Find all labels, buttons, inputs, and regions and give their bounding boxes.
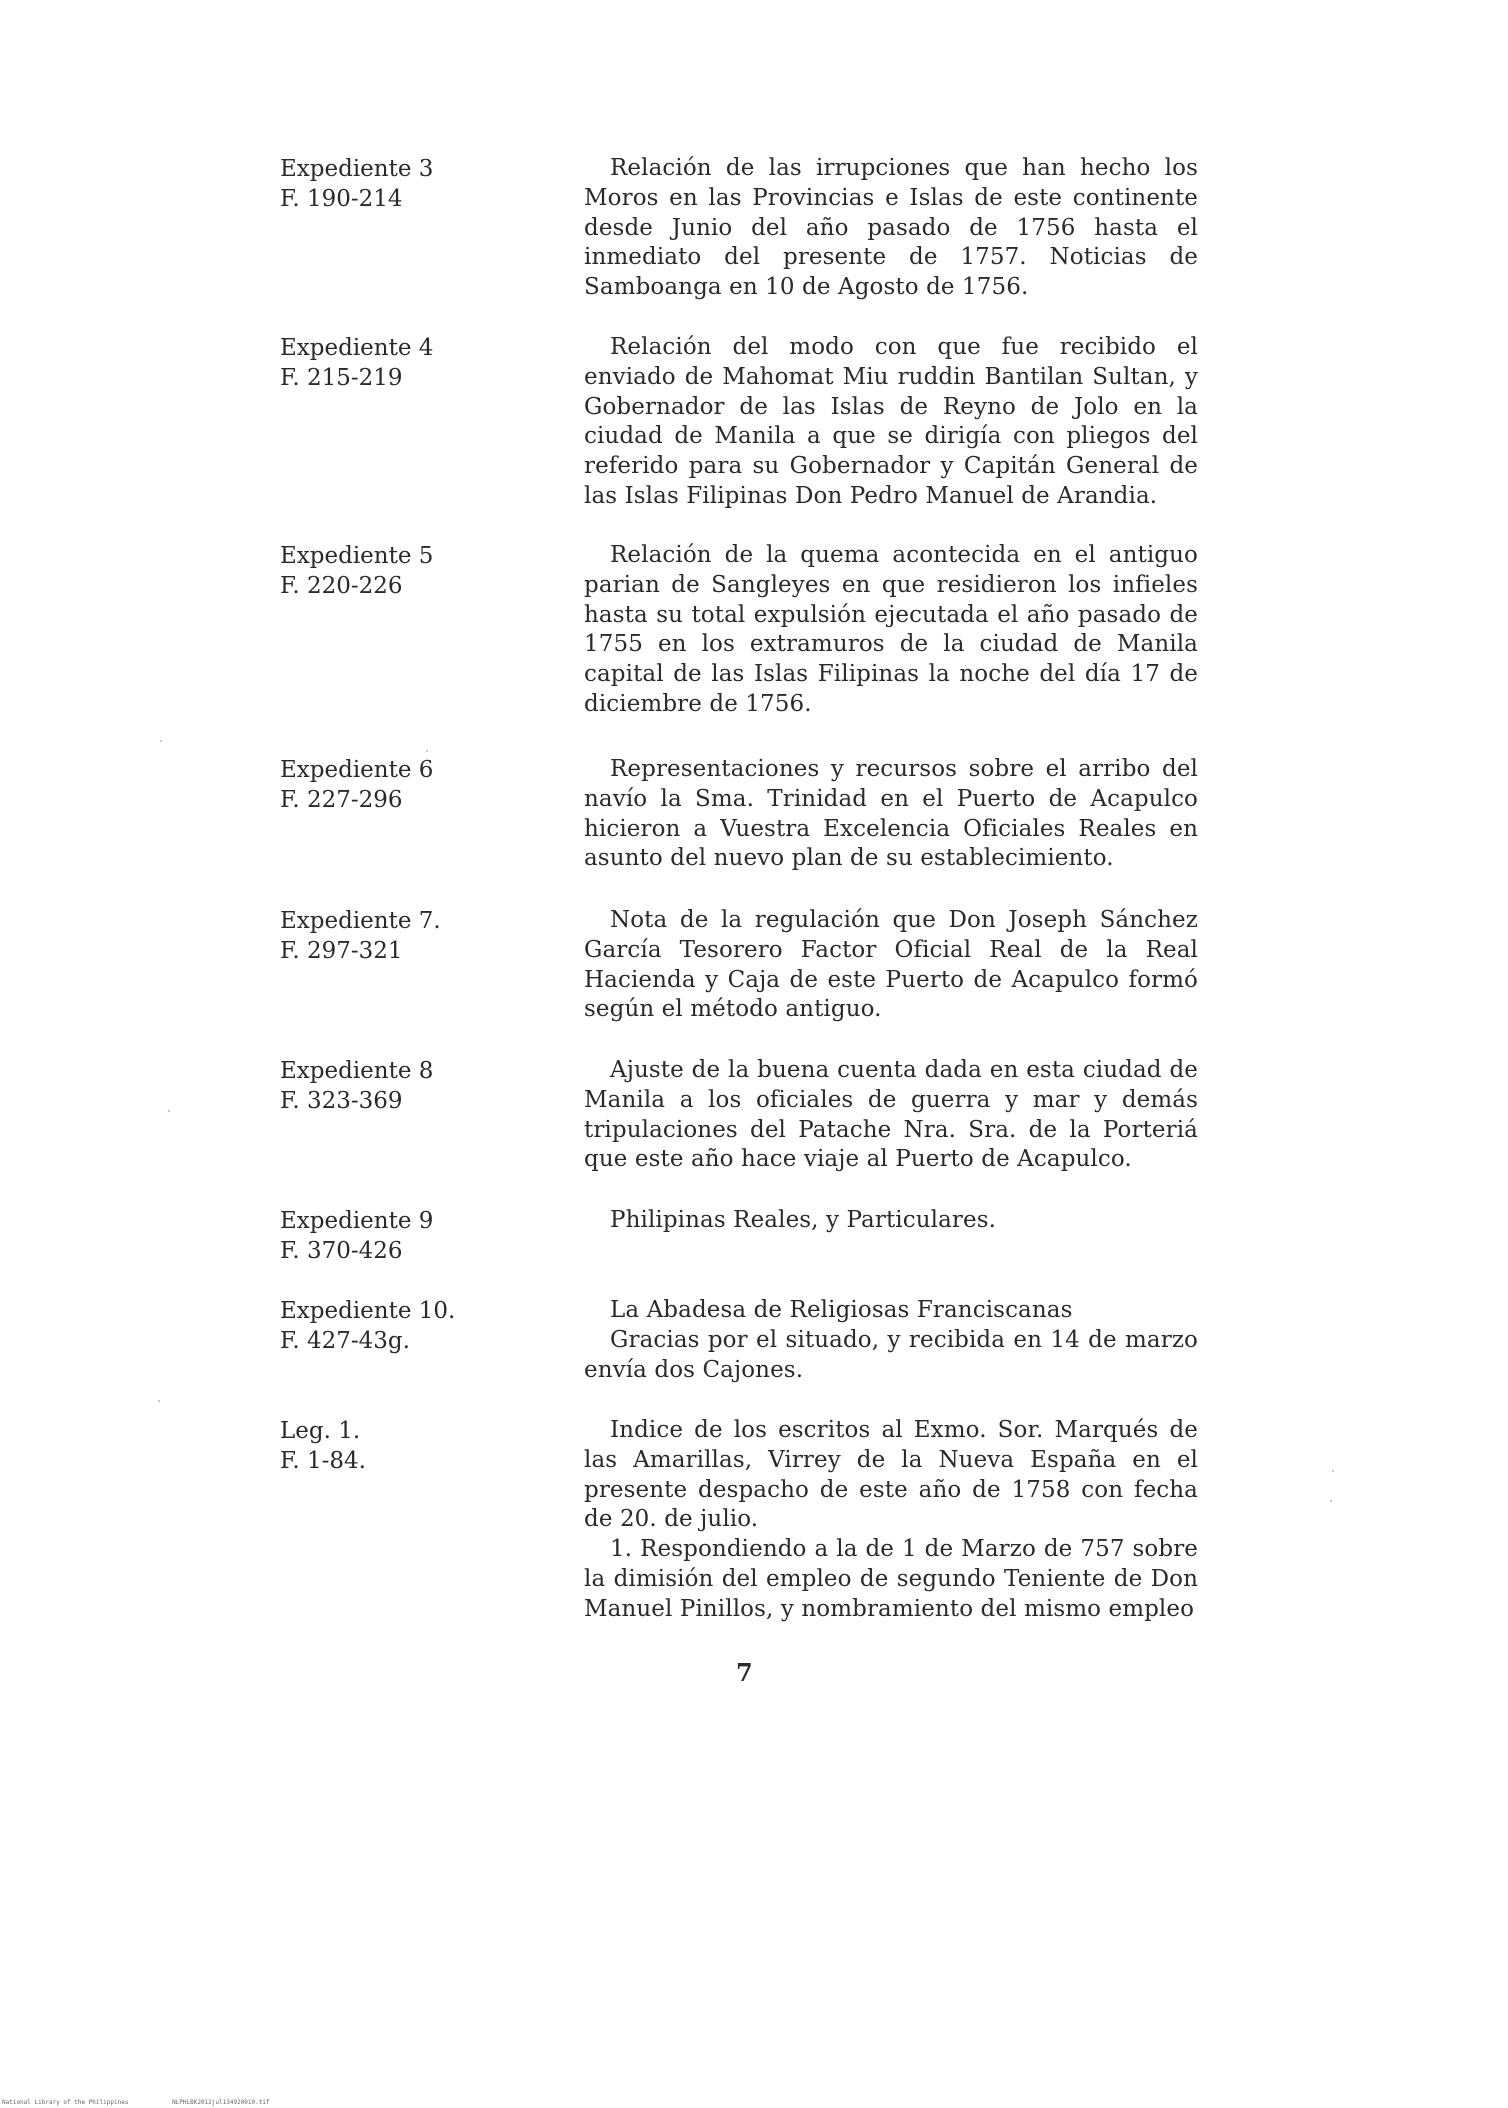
- description-paragraph: Indice de los escritos al Exmo. Sor. Marqués de las Amarillas, Virrey de la Nueva España en el presente despacho de este año de 1758 con fecha de 20. de julio.: [584, 1417, 1198, 1533]
- folio-range: F. 427-43g.: [280, 1328, 410, 1354]
- scan-speck: [1332, 1470, 1334, 1472]
- entry-description: [584, 1056, 1198, 1175]
- entry-description: [584, 333, 1198, 512]
- scan-filename: NLPHLBK2012jul134920010.tif: [172, 2099, 270, 2106]
- expediente-label: Expediente 7.: [280, 908, 441, 934]
- folio-range: F. 220-226: [280, 573, 403, 599]
- entry-reference: [280, 333, 520, 393]
- folio-range: F. 323-369: [280, 1088, 403, 1114]
- expediente-label: Expediente 6: [280, 757, 434, 783]
- folio-range: F. 370-426: [280, 1238, 403, 1264]
- entry-description: [584, 906, 1198, 1025]
- entry-description: [584, 154, 1198, 303]
- description-paragraph: Relación del modo con que fue recibido el enviado de Mahomat Miu ruddin Bantilan Sultan, y Gobernador de las Islas de Reyno de Jolo en la ciudad de Manila a que se dirigía con pliegos del referido para su Gobernador y Capitán General de las Islas Filipinas Don Pedro Manuel de Arandia.: [584, 334, 1198, 509]
- page-number: 7: [736, 1658, 753, 1687]
- entry-description: [584, 1416, 1198, 1625]
- entry-description: [584, 755, 1198, 874]
- description-paragraph: Philipinas Reales, y Particulares.: [610, 1207, 997, 1233]
- scan-speck: [1330, 1500, 1332, 1502]
- description-paragraph: 1. Respondiendo a la de 1 de Marzo de 757 sobre la dimisión del empleo de segundo Teniente de Don Manuel Pinillos, y nombramiento del mismo empleo: [584, 1536, 1198, 1622]
- entry-description: [584, 1296, 1198, 1385]
- expediente-label: Expediente 4: [280, 335, 434, 361]
- scan-speck: [160, 740, 162, 742]
- expediente-label: Expediente 10.: [280, 1298, 456, 1324]
- description-paragraph: Nota de la regulación que Don Joseph Sánchez García Tesorero Factor Oficial Real de la Real Hacienda y Caja de este Puerto de Acapulco formó según el método antiguo.: [584, 907, 1198, 1023]
- entry-reference: [280, 1056, 520, 1116]
- entry-reference: [280, 1416, 520, 1476]
- description-paragraph: Ajuste de la buena cuenta dada en esta ciudad de Manila a los oficiales de guerra y mar y demás tripulaciones del Patache Nra. Sra. de la Porteriá que este año hace viaje al Puerto de Acapulco.: [584, 1057, 1198, 1173]
- description-paragraph: Relación de las irrupciones que han hecho los Moros en las Provincias e Islas de este continente desde Junio del año pasado de 1756 hasta el inmediato del presente de 1757. Noticias de Samboanga en 10 de Agosto de 1756.: [584, 155, 1198, 301]
- folio-range: F. 227-296: [280, 787, 403, 813]
- entry-reference: [280, 755, 520, 815]
- folio-range: F. 1-84.: [280, 1448, 366, 1474]
- scan-speck: [168, 1110, 170, 1112]
- legajo-label: Leg. 1.: [280, 1418, 361, 1444]
- expediente-label: Expediente 8: [280, 1058, 434, 1084]
- entry-reference: [280, 1206, 520, 1266]
- description-paragraph: Relación de la quema acontecida en el antiguo parian de Sangleyes en que residieron los infieles hasta su total expulsión ejecutada el año pasado de 1755 en los extramuros de la ciudad de Manila capital de las Islas Filipinas la noche del día 17 de diciembre de 1756.: [584, 542, 1198, 717]
- entry-description: [584, 541, 1198, 720]
- description-paragraph: Gracias por el situado, y recibida en 14 de marzo envía dos Cajones.: [584, 1326, 1198, 1383]
- folio-range: F. 190-214: [280, 186, 403, 212]
- description-paragraph: Representaciones y recursos sobre el arribo del navío la Sma. Trinidad en el Puerto de Acapulco hicieron a Vuestra Excelencia Oficiales Reales en asunto del nuevo plan de su establecimiento.: [584, 756, 1198, 872]
- library-credit: National Library of the Philippines: [2, 2099, 129, 2106]
- expediente-label: Expediente 9: [280, 1208, 434, 1234]
- entry-reference: [280, 541, 520, 601]
- entry-reference: [280, 154, 520, 214]
- scan-speck: [158, 1400, 160, 1402]
- scan-footer: [2, 2099, 310, 2106]
- entry-description: [584, 1206, 1198, 1236]
- expediente-label: Expediente 3: [280, 156, 434, 182]
- entry-reference: [280, 906, 520, 966]
- folio-range: F. 297-321: [280, 938, 403, 964]
- scan-speck: [426, 750, 428, 752]
- folio-range: F. 215-219: [280, 365, 403, 391]
- entry-reference: [280, 1296, 520, 1356]
- expediente-label: Expediente 5: [280, 543, 434, 569]
- description-paragraph: La Abadesa de Religiosas Franciscanas: [610, 1297, 1073, 1323]
